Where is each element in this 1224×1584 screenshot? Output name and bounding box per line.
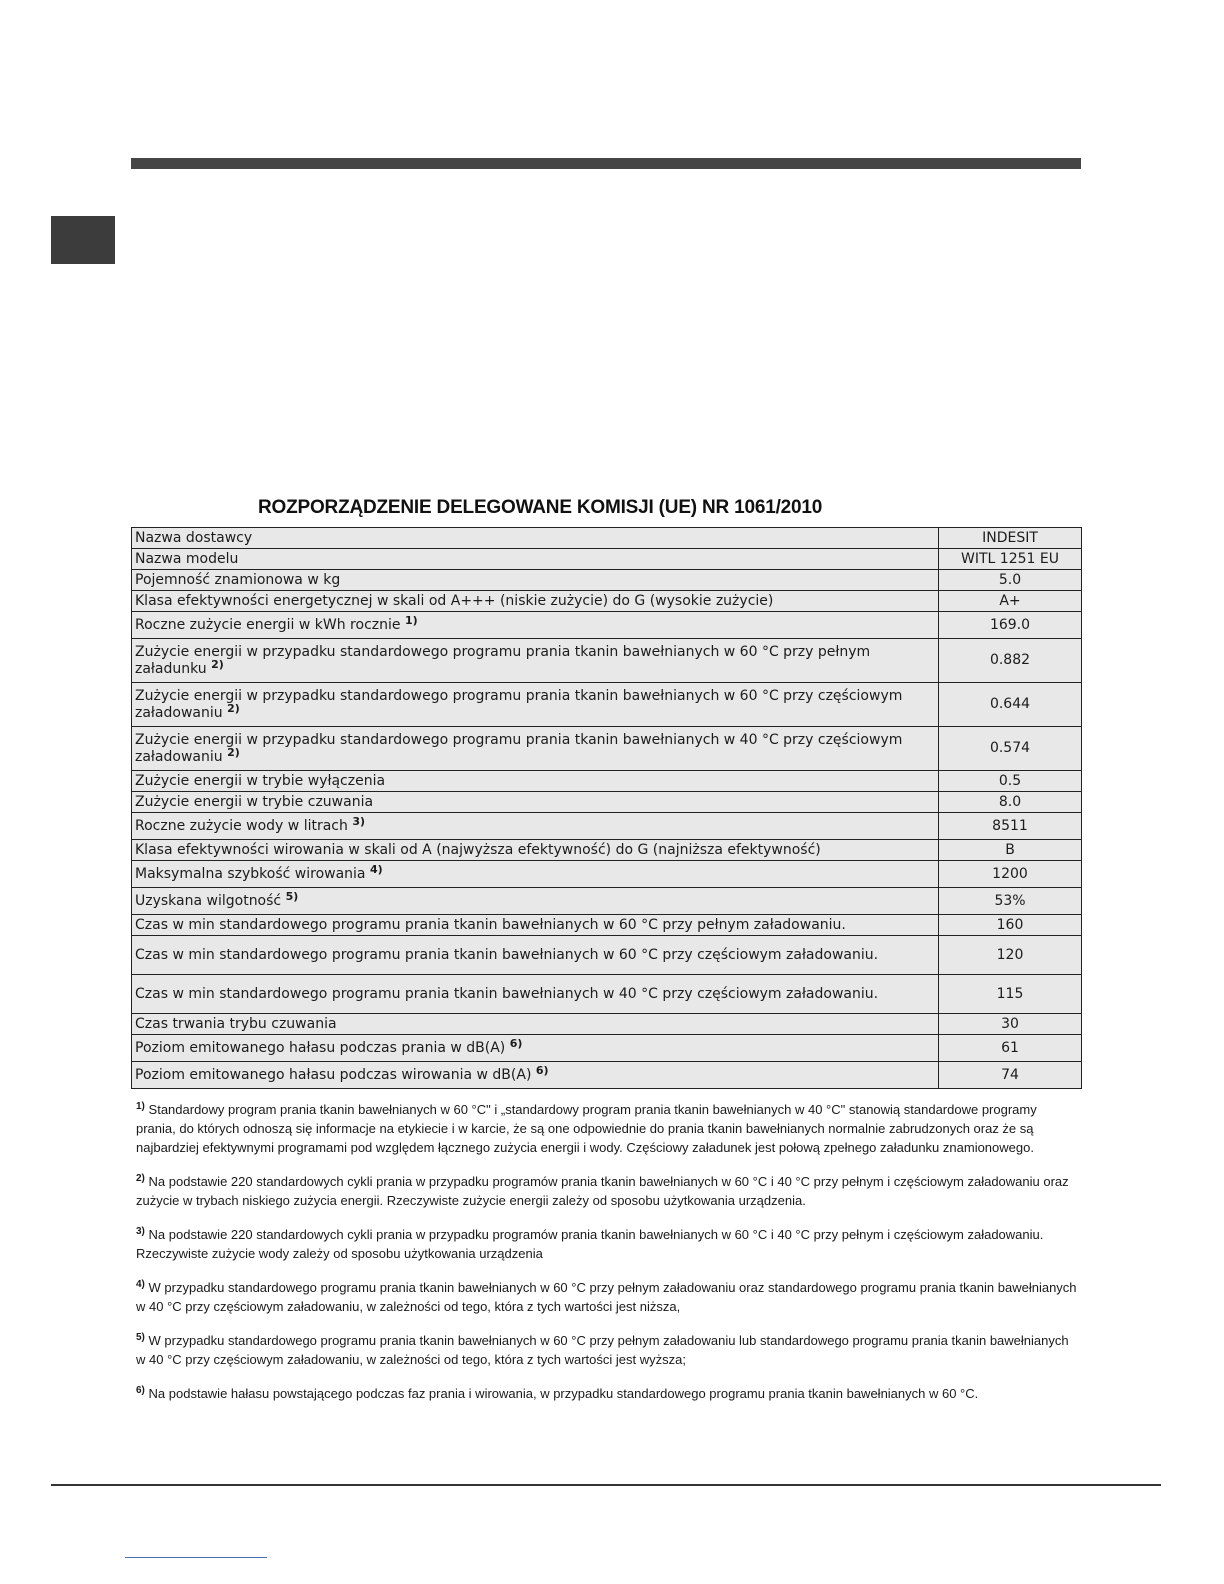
footnote-text: Na podstawie hałasu powstającego podczas faz prania i wirowania, w przypadku standardowego programu prania tkanin bawełnianych w 60 °C. [148,1386,979,1401]
table-row [132,1062,1082,1089]
row-value: 0.644 [939,683,1082,727]
row-value: 61 [939,1035,1082,1062]
product-spec-table [131,527,1082,1089]
footnote-item [136,1278,1080,1316]
row-label-cell [132,792,939,813]
footnote-mark: 2) [136,1173,145,1184]
table-row [132,1035,1082,1062]
row-value: 1200 [939,861,1082,888]
row-value: 0.5 [939,771,1082,792]
table-row [132,771,1082,792]
row-value: 0.574 [939,727,1082,771]
row-label: Zużycie energii w przypadku standardowego programu prania tkanin bawełnianych w 60 °C przy częściowym załadowaniu [135,687,903,721]
row-label: Pojemność znamionowa w kg [135,571,341,588]
row-value: B [939,840,1082,861]
row-value: 53% [939,888,1082,915]
row-label-cell [132,861,939,888]
row-label: Maksymalna szybkość wirowania [135,865,366,882]
footnote-ref: 1) [404,613,418,627]
table-row [132,591,1082,612]
row-label: Nazwa dostawcy [135,529,253,546]
row-label-cell [132,1062,939,1089]
footnote-text: Na podstawie 220 standardowych cykli prania w przypadku programów prania tkanin bawełnianych w 60 °C i 40 °C przy pełnym i częściowym załadowaniu oraz zużycie w trybach niskiego zużycia energii. Rzeczywiste zużycie energii zależy od sposobu użytkowania urządzenia. [136,1174,1069,1208]
section-tab-marker [51,216,115,264]
row-value: 5.0 [939,570,1082,591]
row-value: 8.0 [939,792,1082,813]
footnote-item [136,1384,1080,1403]
footnote-ref: 2) [227,745,240,759]
row-label: Czas w min standardowego programu prania tkanin bawełnianych w 60 °C przy pełnym załadowaniu. [135,916,846,933]
row-label-cell [132,528,939,549]
footnote-ref: 6) [509,1036,523,1050]
row-label: Czas trwania trybu czuwania [135,1015,337,1032]
row-label-cell [132,727,939,771]
row-label-cell [132,975,939,1014]
table-row [132,840,1082,861]
row-label: Czas w min standardowego programu prania tkanin bawełnianych w 60 °C przy częściowym załadowaniu. [135,946,879,963]
table-row [132,1014,1082,1035]
row-label: Nazwa modelu [135,550,239,567]
footnote-mark: 5) [136,1332,145,1343]
row-label: Czas w min standardowego programu prania tkanin bawełnianych w 40 °C przy częściowym załadowaniu. [135,985,879,1002]
table-row [132,683,1082,727]
row-value: 0.882 [939,639,1082,683]
table-row [132,549,1082,570]
row-value: 74 [939,1062,1082,1089]
footnote-ref: 2) [211,657,224,671]
footnote-item [136,1172,1080,1210]
row-value: 169.0 [939,612,1082,639]
footnote-mark: 6) [136,1385,145,1396]
row-label-cell [132,771,939,792]
footnote-ref: 5) [285,889,299,903]
table-row [132,792,1082,813]
table-row [132,813,1082,840]
row-value: 30 [939,1014,1082,1035]
row-label-cell [132,612,939,639]
footnotes [136,1100,1080,1418]
top-divider-bar [131,158,1081,169]
table-row [132,612,1082,639]
row-label: Zużycie energii w przypadku standardowego programu prania tkanin bawełnianych w 40 °C przy częściowym załadowaniu [135,731,903,765]
row-label-cell [132,591,939,612]
row-label-cell [132,1035,939,1062]
row-value: INDESIT [939,528,1082,549]
table-row [132,639,1082,683]
row-label-cell [132,813,939,840]
row-label-cell [132,1014,939,1035]
row-label-cell [132,683,939,727]
row-label-cell [132,840,939,861]
row-label: Poziom emitowanego hałasu podczas prania w dB(A) [135,1039,506,1056]
row-label: Roczne zużycie energii w kWh rocznie [135,616,401,633]
footnote-mark: 4) [136,1279,145,1290]
footnote-mark: 1) [136,1101,145,1112]
row-value: 8511 [939,813,1082,840]
row-label-cell [132,549,939,570]
table-row [132,727,1082,771]
table-row [132,861,1082,888]
row-label-cell [132,915,939,936]
row-label: Poziom emitowanego hałasu podczas wirowania w dB(A) [135,1066,532,1083]
footnote-text: W przypadku standardowego programu prania tkanin bawełnianych w 60 °C przy pełnym załadowaniu lub standardowego programu prania tkanin bawełnianych w 40 °C przy częściowym załadowaniu, w zależności od tego, która z tych wartości jest wyższa; [136,1333,1069,1367]
row-label: Klasa efektywności wirowania w skali od A (najwyższa efektywność) do G (najniższa efektywność) [135,841,821,858]
row-label-cell [132,570,939,591]
footnote-item [136,1331,1080,1369]
row-value: A+ [939,591,1082,612]
table-row [132,888,1082,915]
row-label-cell [132,639,939,683]
table-row [132,915,1082,936]
table-row [132,936,1082,975]
footnote-ref: 2) [227,701,240,715]
row-label-cell [132,936,939,975]
footnote-text: W przypadku standardowego programu prania tkanin bawełnianych w 60 °C przy pełnym załadowaniu oraz standardowego programu prania tkanin bawełnianych w 40 °C przy częściowym załadowaniu, w zależności od tego, która z tych wartości jest niższa, [136,1280,1077,1314]
row-label: Zużycie energii w trybie czuwania [135,793,374,810]
regulation-title: ROZPORZĄDZENIE DELEGOWANE KOMISJI (UE) NR 1061/2010 [258,497,823,518]
row-label: Uzyskana wilgotność [135,892,282,909]
page-link-underline [125,1557,267,1558]
footnote-mark: 3) [136,1226,145,1237]
bottom-divider [51,1484,1161,1486]
row-value: 120 [939,936,1082,975]
row-label: Zużycie energii w przypadku standardowego programu prania tkanin bawełnianych w 60 °C przy pełnym załadunku [135,643,871,677]
footnote-ref: 3) [352,814,366,828]
footnote-text: Standardowy program prania tkanin bawełnianych w 60 °C" i „standardowy program prania tkanin bawełnianych w 40 °C" stanowią standardowe programy prania, do których odnoszą się informacje na etykiecie i w karcie, że są one odpowiednie do prania tkanin bawełnianych normalnie zabrudzonych oraz że są najbardziej efektywnymi programami pod względem łącznego zużycia energii i wody. Częściowy załadunek jest połową zpełnego załadunku znamionowego. [136,1102,1037,1155]
row-value: 115 [939,975,1082,1014]
table-row [132,528,1082,549]
footnote-item [136,1225,1080,1263]
row-label: Roczne zużycie wody w litrach [135,817,348,834]
row-value: WITL 1251 EU [939,549,1082,570]
footnote-ref: 4) [369,862,383,876]
row-label: Zużycie energii w trybie wyłączenia [135,772,386,789]
footnote-item [136,1100,1080,1157]
table-row [132,975,1082,1014]
footnote-ref: 6) [535,1063,549,1077]
row-label: Klasa efektywności energetycznej w skali od A+++ (niskie zużycie) do G (wysokie zużycie) [135,592,774,609]
footnote-text: Na podstawie 220 standardowych cykli prania w przypadku programów prania tkanin bawełnianych w 60 °C i 40 °C przy pełnym i częściowym załadowaniu. Rzeczywiste zużycie wody zależy od sposobu użytkowania urządzenia [136,1227,1044,1261]
table-row [132,570,1082,591]
row-label-cell [132,888,939,915]
row-value: 160 [939,915,1082,936]
